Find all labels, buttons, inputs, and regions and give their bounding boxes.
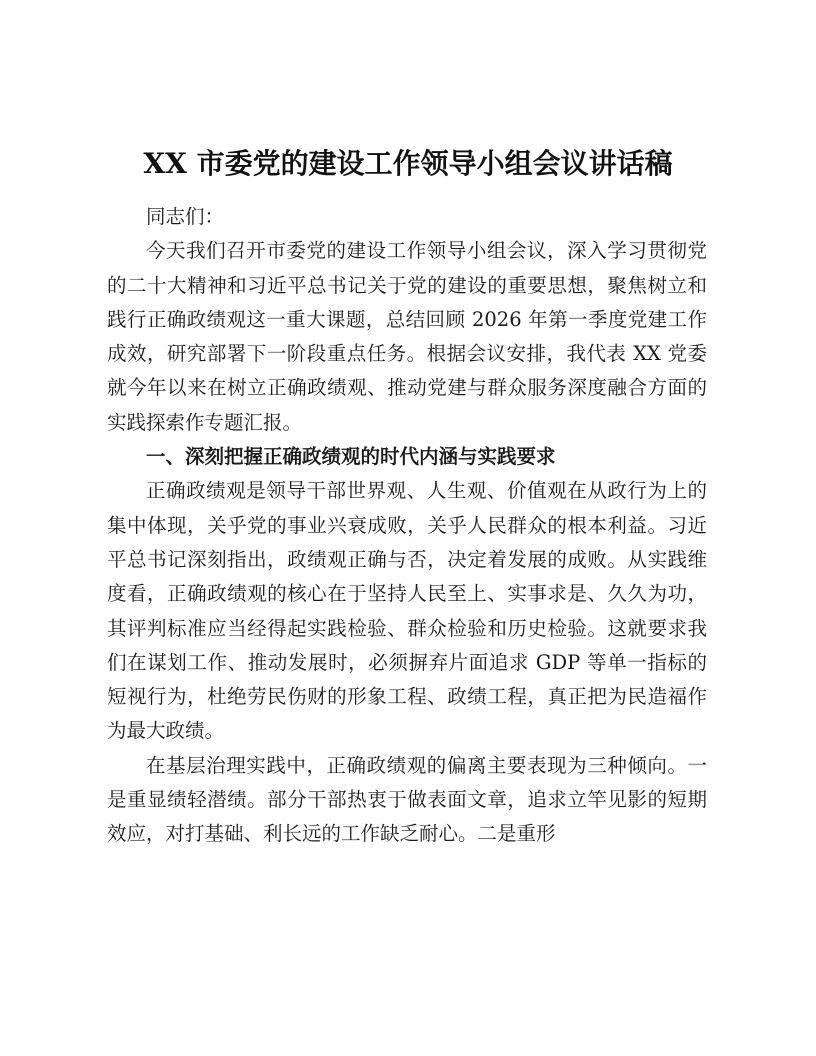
salutation: 同志们：: [146, 205, 225, 228]
intro-paragraph: 今天我们召开市委党的建设工作领导小组会议，深入学习贯彻党的二十大精神和习近平总书记关于党的建设的重要思想，聚焦树立和践行正确政绩观这一重大课题，总结回顾 2026 年第一季度党建工作成效，研究部署下一阶段重点任务。根据会议安排，我代表 XX 党委就今年以来在树立正确政绩观、推动党建与群众服务深度融合方面的实践探索作专题汇报。: [107, 239, 707, 434]
document-body: [107, 200, 707, 852]
section-heading-1: 一、深刻把握正确政绩观的时代内涵与实践要求: [146, 445, 556, 469]
section-1-paragraph-2: 在基层治理实践中，正确政绩观的偏离主要表现为三种倾向。一是重显绩轻潜绩。部分干部热衷于做表面文章，追求立竿见影的短期效应，对打基础、利长远的工作缺乏耐心。二是重形: [107, 753, 707, 846]
document-title: XX 市委党的建设工作领导小组会议讲话稿: [143, 147, 673, 180]
section-1-paragraph-1: 正确政绩观是领导干部世界观、人生观、价值观在从政行为上的集中体现，关乎党的事业兴衰成败，关乎人民群众的根本利益。习近平总书记深刻指出，政绩观正确与否，决定着发展的成败。从实践维度看，正确政绩观的核心在于坚持人民至上、实事求是、久久为功，其评判标准应当经得起实践检验、群众检验和历史检验。这就要求我们在谋划工作、推动发展时，必须摒弃片面追求 GDP 等单一指标的短视行为，杜绝劳民伤财的形象工程、政绩工程，真正把为民造福作为最大政绩。: [107, 479, 707, 743]
